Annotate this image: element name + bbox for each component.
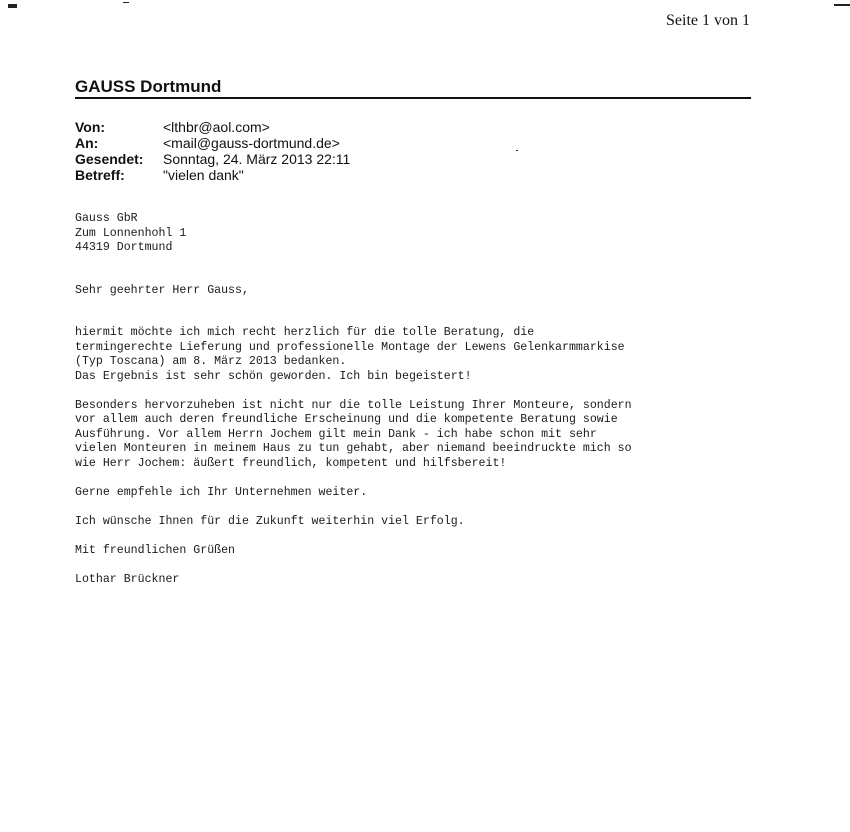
sent-date: Sonntag, 24. März 2013 22:11 [163,151,351,167]
wish-line: Ich wünsche Ihnen für die Zukunft weiterhin viel Erfolg. [75,514,465,528]
paragraph-line: wie Herr Jochem: äußert freundlich, kompetent und hilfsbereit! [75,456,507,470]
paragraph-line: Besonders hervorzuheben ist nicht nur die tolle Leistung Ihrer Monteure, sondern [75,398,632,412]
paragraph-thanks [75,326,735,384]
header-to [75,135,350,151]
address-line: 44319 Dortmund [75,241,173,254]
paragraph-line: termingerechte Lieferung und professionelle Montage der Lewens Gelenkarmmarkise [75,340,625,354]
paragraph-line: Das Ergebnis ist sehr schön geworden. Ich bin begeistert! [75,369,472,383]
header-label: Gesendet: [75,151,144,167]
header-label: Von: [75,119,106,135]
header-label: Betreff: [75,167,125,183]
signature-name: Lothar Brückner [75,572,180,586]
paragraph-line: vor allem auch deren freundliche Erscheinung und die kompetente Beratung sowie [75,413,618,426]
scan-artifact [8,4,17,8]
header-label: An: [75,135,99,151]
scan-artifact [123,2,129,3]
email-headers [75,119,350,183]
greeting: Sehr geehrter Herr Gauss, [75,283,249,297]
paragraph-praise [75,399,735,472]
sender-address: <lthbr@aol.com> [163,119,270,135]
scan-artifact [516,150,518,151]
page-number: Seite 1 von 1 [666,12,750,29]
recommendation-line: Gerne empfehle ich Ihr Unternehmen weiter. [75,485,368,499]
paragraph-line: hiermit möchte ich mich recht herzlich für die tolle Beratung, die [75,326,535,339]
paragraph-line: Ausführung. Vor allem Herrn Jochem gilt mein Dank - ich habe schon mit sehr [75,427,597,441]
header-subject [75,167,350,183]
header-from [75,119,350,135]
closing-line: Mit freundlichen Grüßen [75,543,236,557]
subject-text: "vielen dank" [163,167,244,183]
heading-rule [75,97,751,99]
address-line: Gauss GbR [75,212,138,225]
paragraph-line: (Typ Toscana) am 8. März 2013 bedanken. [75,355,347,368]
address-line: Zum Lonnenhohl 1 [75,226,187,240]
paragraph-line: vielen Monteuren in meinem Haus zu tun gehabt, aber niemand beeindruckte mich so [75,442,632,455]
recipient-address-block [75,212,735,256]
recipient-address: <mail@gauss-dortmund.de> [163,135,340,151]
scan-artifact [834,4,850,6]
header-sent [75,151,350,167]
letter-body [75,212,735,587]
company-heading: GAUSS Dortmund [75,77,222,96]
